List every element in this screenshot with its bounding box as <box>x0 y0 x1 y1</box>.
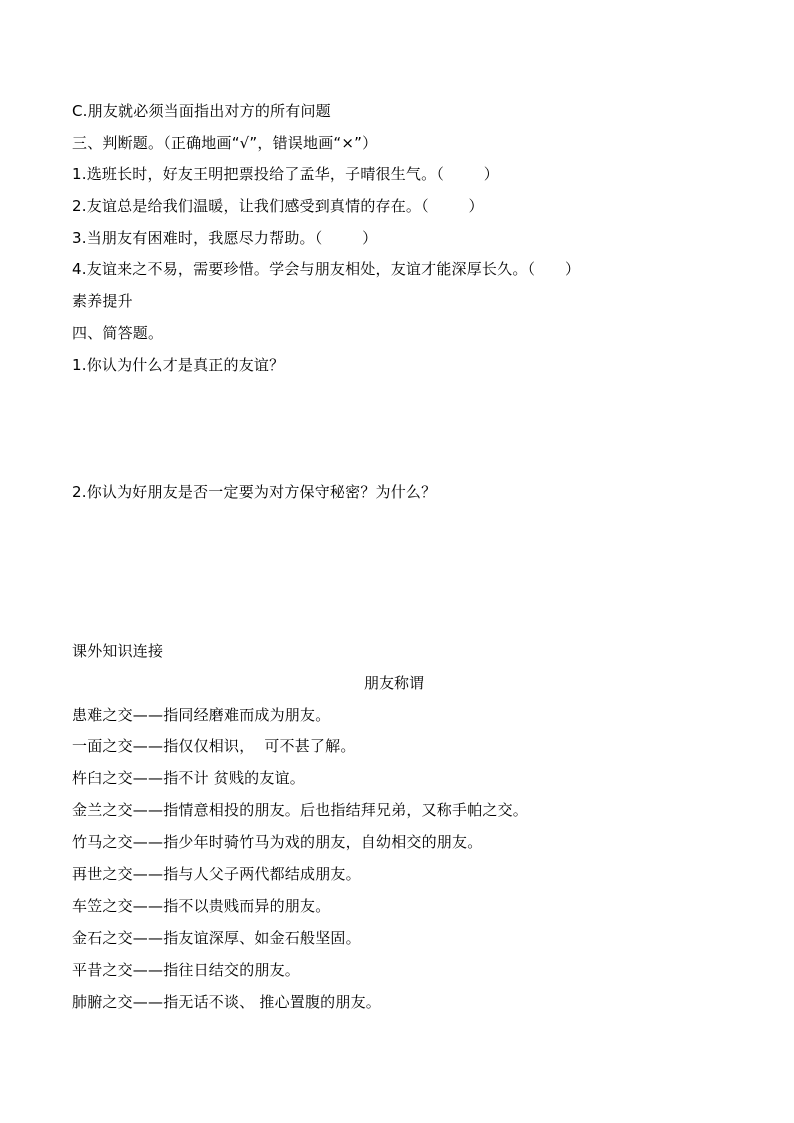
friend-term-entry: 患难之交——指同经磨难而成为朋友。 <box>72 706 331 724</box>
friend-term-entry: 一面之交——指仅仅相识， 可不甚了解。 <box>72 737 356 755</box>
section4-title: 四、简答题。 <box>72 324 164 342</box>
friend-term-entry: 杵臼之交——指不计 贫贱的友谊。 <box>72 769 305 787</box>
judgment-item-3: 3.当朋友有困难时，我愿尽力帮助。（ ） <box>72 229 378 247</box>
section3-title: 三、判断题。（正确地画“√”，错误地画“×”） <box>72 134 378 152</box>
short-answer-question-2: 2.你认为好朋友是否一定要为对方保守秘密？为什么？ <box>72 483 437 501</box>
friend-term-entry: 肺腑之交——指无话不谈、 推心置腹的朋友。 <box>72 993 381 1011</box>
friend-term-entry: 金石之交——指友谊深厚、如金石般坚固。 <box>72 929 361 947</box>
judgment-item-4: 4.友谊来之不易，需要珍惜。学会与朋友相处，友谊才能深厚长久。（ ） <box>72 260 581 278</box>
judgment-item-2: 2.友谊总是给我们温暖，让我们感受到真情的存在。（ ） <box>72 197 484 215</box>
section-heading: 素养提升 <box>72 292 133 310</box>
short-answer-question-1: 1.你认为什么才是真正的友谊？ <box>72 356 285 374</box>
friend-term-entry: 平昔之交——指往日结交的朋友。 <box>72 961 301 979</box>
friend-term-entry: 竹马之交——指少年时骑竹马为戏的朋友，自幼相交的朋友。 <box>72 833 483 851</box>
friend-term-entry: 金兰之交——指情意相投的朋友。后也指结拜兄弟，又称手帕之交。 <box>72 801 529 819</box>
friend-term-entry: 车笠之交——指不以贵贱而异的朋友。 <box>72 897 331 915</box>
extra-heading: 课外知识连接 <box>72 642 164 660</box>
extra-title: 朋友称谓 <box>364 674 425 692</box>
friend-term-entry: 再世之交——指与人父子两代都结成朋友。 <box>72 865 361 883</box>
judgment-item-1: 1.选班长时，好友王明把票投给了孟华，子晴很生气。（ ） <box>72 165 499 183</box>
option-c: C.朋友就必须当面指出对方的所有问题 <box>72 102 331 120</box>
